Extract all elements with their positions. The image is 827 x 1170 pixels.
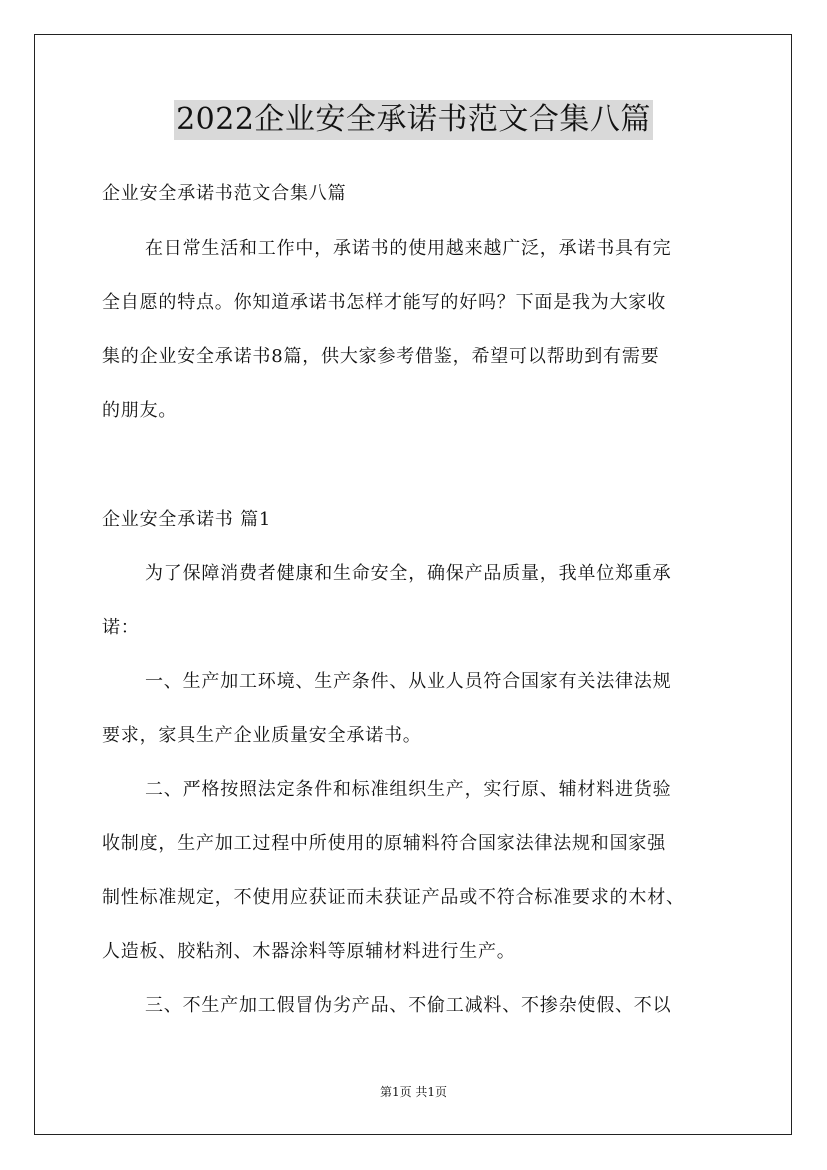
body-line-2: 诺： (102, 617, 140, 638)
body-line-7: 制性标准规定，不使用应获证而未获证产品或不符合标准要求的木材、 (102, 887, 685, 908)
body-line-8: 人造板、胶粘剂、木器涂料等原辅材料进行生产。 (102, 941, 516, 962)
section-heading: 企业安全承诺书 篇1 (102, 509, 272, 530)
body-line-3: 一、生产加工环境、生产条件、从业人员符合国家有关法律法规 (145, 671, 672, 692)
intro-line-3: 集的企业安全承诺书8篇，供大家参考借鉴，希望可以帮助到有需要 (102, 346, 660, 367)
document-title: 2022企业安全承诺书范文合集八篇 (174, 100, 653, 140)
intro-line-2: 全自愿的特点。你知道承诺书怎样才能写的好吗？下面是我为大家收 (102, 292, 666, 313)
page-footer: 第1页 共1页 (379, 1085, 448, 1099)
intro-line-1: 在日常生活和工作中，承诺书的使用越来越广泛，承诺书具有完 (145, 238, 672, 259)
body-line-6: 收制度，生产加工过程中所使用的原辅料符合国家法律法规和国家强 (102, 833, 666, 854)
intro-line-4: 的朋友。 (102, 400, 178, 421)
body-line-1: 为了保障消费者健康和生命安全，确保产品质量，我单位郑重承 (145, 563, 672, 584)
body-line-5: 二、严格按照法定条件和标准组织生产，实行原、辅材料进货验 (145, 779, 672, 800)
body-line-4: 要求，家具生产企业质量安全承诺书。 (102, 725, 422, 746)
body-line-9: 三、不生产加工假冒伪劣产品、不偷工减料、不掺杂使假、不以 (145, 995, 672, 1016)
title-container (0, 100, 827, 140)
document-subtitle: 企业安全承诺书范文合集八篇 (102, 183, 347, 204)
